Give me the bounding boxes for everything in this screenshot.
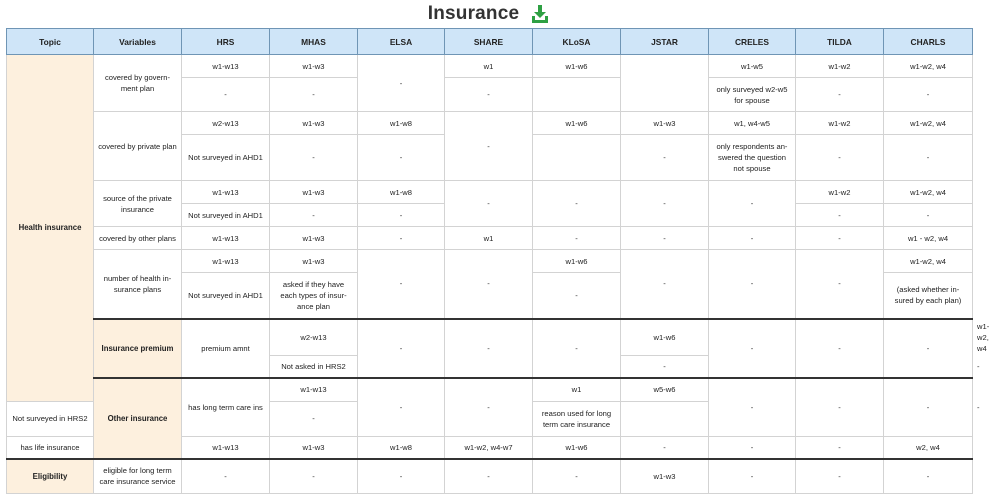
cell: - <box>621 436 709 459</box>
header-variables: Variables <box>94 29 182 55</box>
header-row <box>7 29 973 55</box>
variable-life-insurance: has life insurance <box>7 436 94 459</box>
cell: Not surveyed in HRS2 <box>7 401 94 436</box>
cell: - <box>796 227 884 250</box>
header-tilda: TILDA <box>796 29 884 55</box>
cell: w1 <box>445 227 533 250</box>
cell: only surveyed w2-w5 for spouse <box>709 78 796 112</box>
header-elsa: ELSA <box>358 29 445 55</box>
cell: - <box>358 227 445 250</box>
cell: w1-w13 <box>182 436 270 459</box>
cell: w1-w6 <box>533 250 621 273</box>
cell: - <box>533 273 621 319</box>
cell: w2-w13 <box>182 112 270 135</box>
insurance-table <box>6 28 989 494</box>
cell: w1-w2, w4 <box>884 250 973 273</box>
cell: - <box>796 78 884 112</box>
cell: - <box>358 204 445 227</box>
cell: w1-w13 <box>182 227 270 250</box>
cell: Not surveyed in AHD1 <box>182 273 270 319</box>
variable-gov-plan: covered by govern-ment plan <box>94 55 182 112</box>
cell: - <box>445 378 533 436</box>
cell <box>533 78 621 112</box>
cell: - <box>358 135 445 181</box>
cell: - <box>884 459 973 493</box>
cell: w1-w2, w4-w7 <box>445 436 533 459</box>
cell: - <box>358 459 445 493</box>
cell: w1-w8 <box>358 436 445 459</box>
cell: - <box>884 135 973 181</box>
cell: - <box>358 319 445 379</box>
cell: w1 <box>533 378 621 401</box>
header-hrs: HRS <box>182 29 270 55</box>
cell: - <box>182 78 270 112</box>
cell: - <box>533 459 621 493</box>
cell: - <box>270 78 358 112</box>
cell: - <box>621 250 709 319</box>
cell: w2, w4 <box>884 436 973 459</box>
cell: - <box>884 378 973 436</box>
cell: only respondents an-swered the question not spouse <box>709 135 796 181</box>
cell: - <box>709 319 796 379</box>
cell: w2-w13 <box>270 319 358 356</box>
cell: - <box>709 436 796 459</box>
cell: - <box>709 181 796 227</box>
cell: w1-w3 <box>621 112 709 135</box>
cell: - <box>796 378 884 436</box>
cell: - <box>709 459 796 493</box>
cell: w1-w3 <box>270 436 358 459</box>
cell: w1-w13 <box>182 181 270 204</box>
cell: w1-w3 <box>270 181 358 204</box>
cell: - <box>621 227 709 250</box>
cell: Not surveyed in AHD1 <box>182 135 270 181</box>
header-topic: Topic <box>7 29 94 55</box>
cell: - <box>533 227 621 250</box>
cell: w1-w2 <box>796 181 884 204</box>
cell: w1-w6 <box>533 55 621 78</box>
cell <box>621 55 709 112</box>
cell: asked if they have each types of insur-ance plan <box>270 273 358 319</box>
variable-num-plans: number of health in-surance plans <box>94 250 182 319</box>
title-bar <box>0 0 977 27</box>
cell: - <box>884 319 973 379</box>
header-creles: CRELES <box>709 29 796 55</box>
header-klosa: KLoSA <box>533 29 621 55</box>
cell: - <box>182 459 270 493</box>
cell: - <box>796 436 884 459</box>
cell: - <box>621 355 709 378</box>
table-row <box>7 181 973 204</box>
topic-other-insurance: Other insurance <box>94 378 182 459</box>
cell <box>533 135 621 181</box>
cell: (asked whether in-sured by each plan) <box>884 273 973 319</box>
variable-eligibility: eligible for long term care insurance service <box>94 459 182 493</box>
cell: w1-w3 <box>270 112 358 135</box>
topic-health-insurance: Health insurance <box>7 55 94 402</box>
cell: - <box>445 319 533 379</box>
cell: w1-w6 <box>533 436 621 459</box>
cell: - <box>533 181 621 227</box>
header-share: SHARE <box>445 29 533 55</box>
cell: w1 <box>445 55 533 78</box>
cell: - <box>358 378 445 436</box>
table-row: Other insurance has long term care ins w1-w13 - - w1 w5-w6 - - - - <box>7 378 973 401</box>
page-title: Insurance <box>427 2 520 24</box>
cell: Not surveyed in AHD1 <box>182 204 270 227</box>
table-row <box>7 227 973 250</box>
cell: w5-w6 <box>621 378 709 401</box>
cell: - <box>796 135 884 181</box>
cell: - <box>358 250 445 319</box>
cell: w1-w5 <box>709 55 796 78</box>
cell: - <box>709 227 796 250</box>
cell: w1-w2, w4 <box>884 55 973 78</box>
cell: w1-w3 <box>621 459 709 493</box>
variable-long-term-care: has long term care ins <box>182 378 270 436</box>
cell: - <box>445 459 533 493</box>
table-row <box>7 459 973 493</box>
cell: - <box>445 112 533 181</box>
cell: w1-w2, w4 <box>884 112 973 135</box>
cell: w1-w13 <box>182 55 270 78</box>
cell: reason used for long term care insurance <box>533 401 621 436</box>
cell: - <box>884 78 973 112</box>
table-row <box>7 55 973 78</box>
cell: w1-w8 <box>358 112 445 135</box>
cell: - <box>445 78 533 112</box>
cell: w1-w6 <box>533 112 621 135</box>
cell: - <box>533 319 621 379</box>
cell: Not asked in HRS2 <box>270 355 358 378</box>
cell: w1-w2 <box>796 55 884 78</box>
cell: w1-w2, w4 <box>884 181 973 204</box>
cell: w1-w3 <box>270 227 358 250</box>
header-mhas: MHAS <box>270 29 358 55</box>
cell: - <box>796 319 884 379</box>
cell: - <box>621 135 709 181</box>
cell: - <box>270 459 358 493</box>
topic-eligibility: Eligibility <box>7 459 94 493</box>
cell: w1-w13 <box>270 378 358 401</box>
header-charls: CHARLS <box>884 29 973 55</box>
cell: - <box>796 250 884 319</box>
download-icon[interactable] <box>531 4 549 24</box>
table-row <box>7 112 973 135</box>
table-row: Not asked in HRS2 - - <box>7 355 973 378</box>
cell: w1, w4-w5 <box>709 112 796 135</box>
cell: - <box>445 250 533 319</box>
table-row: Insurance premium premium amnt w2-w13 - - - w1-w6 - - - w1-w2, w4 <box>7 319 973 356</box>
variable-private-plan: covered by private plan <box>94 112 182 181</box>
cell: w1 - w2, w4 <box>884 227 973 250</box>
cell: w1-w3 <box>270 55 358 78</box>
cell: - <box>358 55 445 112</box>
cell: w1-w8 <box>358 181 445 204</box>
variable-private-source: source of the private insurance <box>94 181 182 227</box>
cell: w1-w3 <box>270 250 358 273</box>
cell: - <box>621 181 709 227</box>
cell: - <box>796 459 884 493</box>
cell: - <box>270 401 358 436</box>
cell: - <box>270 204 358 227</box>
topic-insurance-premium: Insurance premium <box>94 319 182 379</box>
variable-other-plans: covered by other plans <box>94 227 182 250</box>
variable-premium: premium amnt <box>182 319 270 379</box>
cell: - <box>709 378 796 436</box>
cell: - <box>709 250 796 319</box>
cell: w1-w13 <box>182 250 270 273</box>
cell: w1-w2 <box>796 112 884 135</box>
table-row <box>7 250 973 273</box>
cell: - <box>796 204 884 227</box>
cell: - <box>884 204 973 227</box>
cell: w1-w6 <box>621 319 709 356</box>
header-jstar: JSTAR <box>621 29 709 55</box>
cell: - <box>270 135 358 181</box>
cell: - <box>445 181 533 227</box>
